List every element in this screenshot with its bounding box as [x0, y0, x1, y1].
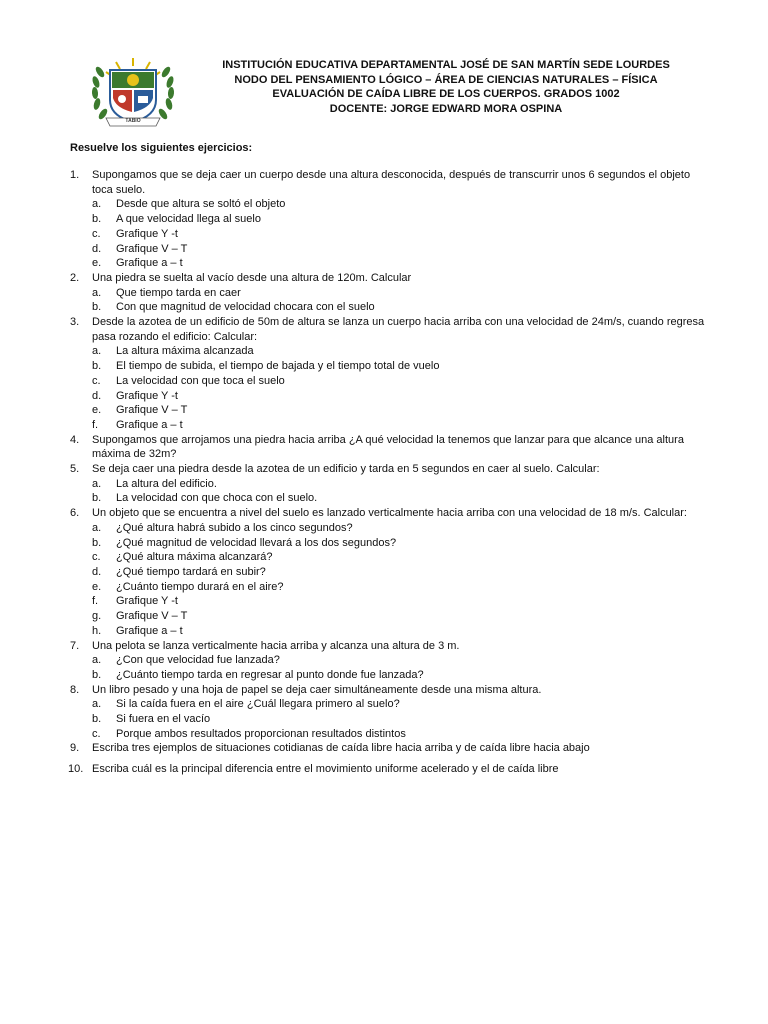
question-number: 9.	[70, 742, 80, 755]
sub-question-item	[70, 565, 710, 580]
question-item	[70, 683, 710, 698]
sub-question-item	[70, 624, 710, 639]
sub-question-letter: d.	[92, 242, 102, 255]
sub-question-item	[70, 256, 710, 271]
sub-question-text: Grafique Y -t	[116, 595, 178, 608]
sub-question-letter: a.	[92, 345, 102, 358]
sub-question-item	[70, 242, 710, 257]
sub-question-letter: f.	[92, 418, 99, 431]
question-number: 3.	[70, 316, 80, 329]
sub-question-text: ¿Qué tiempo tardará en subir?	[116, 565, 266, 578]
sub-question-item	[70, 521, 710, 536]
sub-question-text: La velocidad con que toca el suelo	[116, 374, 285, 387]
sub-question-text: ¿Qué magnitud de velocidad llevará a los dos segundos?	[116, 536, 397, 549]
sub-question-item	[70, 389, 710, 404]
sub-question-letter: a.	[92, 654, 102, 667]
question-text: Un libro pesado y una hoja de papel se deja caer simultáneamente desde una misma altura.	[92, 683, 542, 696]
sub-question-item	[70, 374, 710, 389]
question-list	[70, 168, 710, 777]
question-item	[70, 315, 710, 344]
sub-question-item	[70, 197, 710, 212]
sub-question-letter: b.	[92, 301, 102, 314]
question-text: Supongamos que se deja caer un cuerpo desde una altura desconocida, después de transcurrir unos 6 segundos el objeto toca suelo.	[92, 169, 691, 196]
sub-question-item	[70, 536, 710, 551]
question-text: Se deja caer una piedra desde la azotea de un edificio y tarda en 5 segundos en caer al suelo. Calcular:	[92, 463, 600, 476]
sub-question-item	[70, 653, 710, 668]
sub-question-text: Que tiempo tarda en caer	[116, 286, 241, 299]
sub-question-letter: c.	[92, 551, 101, 564]
sub-question-text: ¿Con que velocidad fue lanzada?	[116, 654, 280, 667]
sub-question-text: La altura del edificio.	[116, 477, 217, 490]
question-text: Escriba cuál es la principal diferencia entre el movimiento uniforme acelerado y el de caída libre	[92, 763, 559, 776]
sub-question-text: Si fuera en el vacío	[116, 713, 211, 726]
question-number: 2.	[70, 271, 80, 284]
question-number: 7.	[70, 639, 80, 652]
sub-question-letter: h.	[92, 624, 102, 637]
question-text: Una piedra se suelta al vacío desde una altura de 120m. Calcular	[92, 271, 412, 284]
sub-question-letter: d.	[92, 565, 102, 578]
question-text: Escriba tres ejemplos de situaciones cotidianas de caída libre hacia arriba y de caída libre hacia abajo	[92, 742, 590, 755]
sub-question-text: Grafique V – T	[116, 242, 188, 255]
sub-question-letter: b.	[92, 713, 102, 726]
question-item	[70, 168, 710, 197]
logo-caption: TABIO	[125, 118, 141, 124]
sub-question-letter: e.	[92, 580, 102, 593]
question-item	[70, 506, 710, 521]
sub-question-letter: c.	[92, 374, 101, 387]
sub-question-item	[70, 550, 710, 565]
sub-question-item	[70, 403, 710, 418]
question-number: 10.	[68, 763, 84, 776]
question-number: 5.	[70, 463, 80, 476]
sub-question-letter: e.	[92, 404, 102, 417]
header-line-evaluation: EVALUACIÓN DE CAÍDA LIBRE DE LOS CUERPOS. GRADOS 1002	[272, 88, 620, 100]
sub-question-item	[70, 609, 710, 624]
sub-question-item	[70, 477, 710, 492]
sub-question-text: Porque ambos resultados proporcionan resultados distintos	[116, 727, 406, 740]
question-item	[70, 639, 710, 654]
sub-question-text: Grafique a – t	[116, 624, 183, 637]
sub-question-letter: c.	[92, 227, 101, 240]
question-item	[70, 762, 710, 777]
school-logo	[86, 52, 180, 130]
sub-question-letter: b.	[92, 492, 102, 505]
sub-question-text: A que velocidad llega al suelo	[116, 213, 261, 226]
question-item	[70, 462, 710, 477]
sub-question-item	[70, 668, 710, 683]
sub-question-letter: b.	[92, 360, 102, 373]
question-text: Un objeto que se encuentra a nivel del suelo es lanzado verticalmente hacia arriba con una velocidad de 18 m/s. Calcular:	[92, 507, 687, 520]
document-header	[196, 58, 696, 116]
sub-question-item	[70, 594, 710, 609]
question-number: 8.	[70, 683, 80, 696]
sub-question-letter: e.	[92, 257, 102, 270]
question-number: 4.	[70, 433, 80, 446]
sub-question-letter: a.	[92, 521, 102, 534]
sub-question-item	[70, 491, 710, 506]
sub-question-text: Grafique Y -t	[116, 389, 178, 402]
header-line-institution: INSTITUCIÓN EDUCATIVA DEPARTAMENTAL JOSÉ DE SAN MARTÍN SEDE LOURDES	[222, 59, 670, 71]
sub-question-item	[70, 344, 710, 359]
header-line-teacher: DOCENTE: JORGE EDWARD MORA OSPINA	[329, 102, 563, 115]
sub-question-item	[70, 212, 710, 227]
header-line-area: NODO DEL PENSAMIENTO LÓGICO – ÁREA DE CIENCIAS NATURALES – FÍSICA	[234, 73, 658, 86]
question-text: Desde la azotea de un edificio de 50m de altura se lanza un cuerpo hacia arriba con una velocidad de 24m/s, cuando regresa pasa rozando el edificio: Calcular:	[92, 316, 705, 343]
sub-question-letter: b.	[92, 668, 102, 681]
sub-question-letter: a.	[92, 198, 102, 211]
question-text: Una pelota se lanza verticalmente hacia arriba y alcanza una altura de 3 m.	[92, 639, 460, 652]
sub-question-item	[70, 300, 710, 315]
sub-question-text: ¿Qué altura habrá subido a los cinco segundos?	[116, 521, 353, 534]
sub-question-letter: c.	[92, 727, 101, 740]
sub-question-letter: a.	[92, 477, 102, 490]
sub-question-text: ¿Qué altura máxima alcanzará?	[116, 551, 273, 564]
question-item	[70, 271, 710, 286]
question-number: 6.	[70, 507, 80, 520]
sub-question-text: ¿Cuánto tiempo tarda en regresar al punto donde fue lanzada?	[116, 668, 424, 681]
sub-question-text: Grafique V – T	[116, 404, 188, 417]
sub-question-text: Grafique Y -t	[116, 227, 178, 240]
sub-question-item	[70, 286, 710, 301]
question-item	[70, 433, 710, 462]
sub-question-item	[70, 227, 710, 242]
sub-question-letter: f.	[92, 595, 99, 608]
question-text: Supongamos que arrojamos una piedra hacia arriba ¿A qué velocidad la tenemos que lanzar para que alcance una altura máxima de 32m?	[92, 433, 684, 461]
sub-question-text: Grafique V – T	[116, 610, 188, 623]
sub-question-item	[70, 580, 710, 595]
sub-question-text: Con que magnitud de velocidad chocara con el suelo	[116, 301, 375, 314]
sub-question-item	[70, 418, 710, 433]
sub-question-text: El tiempo de subida, el tiempo de bajada y el tiempo total de vuelo	[116, 360, 440, 373]
sub-question-text: Desde que altura se soltó el objeto	[116, 198, 286, 211]
sub-question-item	[70, 697, 710, 712]
sub-question-item	[70, 727, 710, 742]
sub-question-letter: b.	[92, 213, 102, 226]
sub-question-text: Grafique a – t	[116, 257, 183, 270]
sub-question-letter: b.	[92, 536, 102, 549]
instructions: Resuelve los siguientes ejercicios:	[70, 142, 253, 154]
sub-question-letter: g.	[92, 610, 102, 623]
sub-question-text: Grafique a – t	[116, 418, 183, 431]
sub-question-text: La altura máxima alcanzada	[116, 345, 254, 358]
sub-question-item	[70, 712, 710, 727]
sub-question-text: ¿Cuánto tiempo durará en el aire?	[116, 580, 284, 593]
question-number: 1.	[70, 169, 80, 181]
sub-question-letter: a.	[92, 698, 102, 711]
sub-question-letter: a.	[92, 286, 102, 299]
sub-question-item	[70, 359, 710, 374]
sub-question-text: La velocidad con que choca con el suelo.	[116, 492, 318, 505]
question-item	[70, 741, 710, 756]
sub-question-letter: d.	[92, 389, 102, 402]
sub-question-text: Si la caída fuera en el aire ¿Cuál llegara primero al suelo?	[116, 698, 400, 711]
